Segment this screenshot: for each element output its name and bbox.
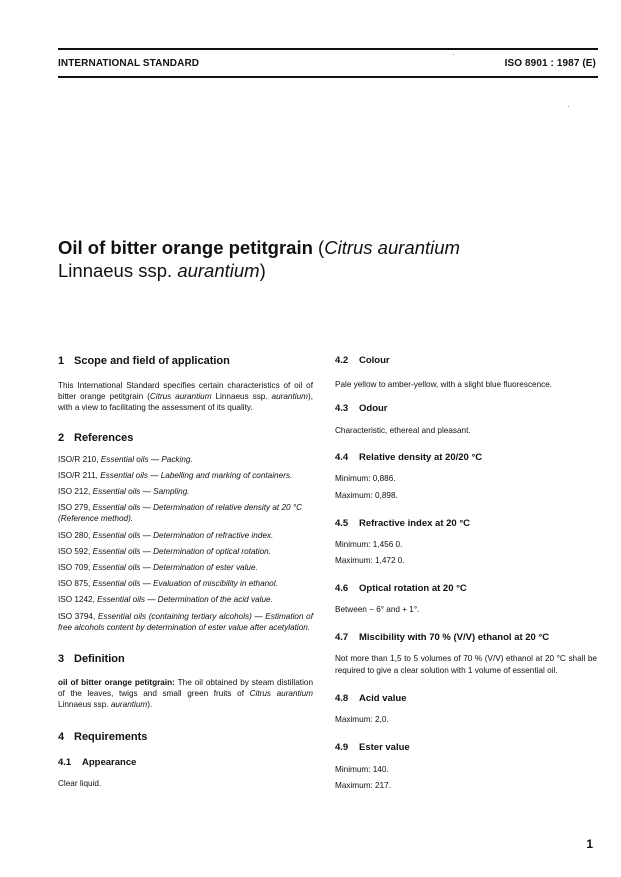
section-3-text: oil of bitter orange petitgrain: The oil obtained by steam distillation of the leaves, twigs and small green fruits of Citrus aurantium Linnaeus ssp. aurantium).	[58, 678, 313, 710]
section-4-8-heading: 4.8 Acid value	[335, 692, 407, 704]
section-4-5-heading: 4.5 Refractive index at 20 °C	[335, 517, 470, 529]
section-4-4-max: Maximum: 0,898.	[335, 490, 398, 500]
scan-speck	[568, 106, 569, 107]
section-4-2-text: Pale yellow to amber-yellow, with a slight blue fluorescence.	[335, 380, 553, 389]
section-1-text: This International Standard specifies certain characteristics of oil of bitter orange petitgrain (Citrus aurantium Linnaeus ssp. aurantium), with a view to facilitating the assessment of its quality.	[58, 381, 313, 413]
section-4-7-text: Not more than 1,5 to 5 volumes of 70 % (V/V) ethanol at 20 °C shall be required to give a clear solution with 1 volume of essential oil.	[335, 654, 597, 675]
section-4-1-text: Clear liquid.	[58, 778, 102, 788]
reference-item: ISO 709, Essential oils — Determination of ester value.	[58, 563, 258, 573]
section-4-3-heading: 4.3 Odour	[335, 403, 388, 415]
scan-speck	[453, 54, 454, 55]
section-4-5-max: Maximum: 1,472 0.	[335, 556, 405, 566]
left-column	[58, 355, 313, 789]
section-3-heading: 3 Definition	[58, 653, 125, 666]
section-4-6-text: Between − 6° and + 1°.	[335, 605, 420, 615]
reference-item: ISO 280, Essential oils — Determination of refractive index.	[58, 530, 274, 540]
section-2-heading: 2 References	[58, 431, 134, 444]
section-4-9-min: Minimum: 140.	[335, 765, 389, 775]
section-4-heading: 4 Requirements	[58, 730, 148, 743]
reference-item: ISO 212, Essential oils — Sampling.	[58, 487, 190, 497]
page-number: 1	[586, 837, 593, 851]
right-column	[335, 355, 597, 791]
section-4-9-heading: 4.9 Ester value	[335, 742, 410, 754]
section-4-8-text: Maximum: 2,0.	[335, 714, 389, 724]
reference-item: ISO/R 210, Essential oils — Packing.	[58, 454, 193, 464]
reference-item: ISO 592, Essential oils — Determination of optical rotation.	[58, 546, 271, 556]
header-right: ISO 8901 : 1987 (E)	[504, 58, 596, 69]
reference-list	[58, 454, 313, 633]
reference-item: ISO 279, Essential oils — Determination of relative density at 20 °C (Reference method).	[58, 503, 303, 524]
header-left: INTERNATIONAL STANDARD	[58, 58, 200, 69]
document-title: Oil of bitter orange petitgrain (Citrus aurantium Linnaeus ssp. aurantium)	[58, 237, 460, 281]
header-rule	[58, 76, 598, 78]
section-4-2-heading: 4.2 Colour	[335, 355, 390, 366]
section-4-5-min: Minimum: 1,456 0.	[335, 539, 403, 549]
section-4-6-heading: 4.6 Optical rotation at 20 °C	[335, 583, 467, 595]
section-4-4-heading: 4.4 Relative density at 20/20 °C	[335, 452, 483, 464]
section-4-7-heading: 4.7 Miscibility with 70 % (V/V) ethanol at 20 °C	[335, 632, 550, 644]
section-1-heading: 1 Scope and field of application	[58, 355, 230, 367]
reference-item: ISO 1242, Essential oils — Determination of the acid value.	[58, 595, 273, 605]
section-4-1-heading: 4.1 Appearance	[58, 756, 137, 768]
section-4-9-max: Maximum: 217.	[335, 781, 391, 791]
section-4-4-min: Minimum: 0,886.	[335, 474, 396, 484]
section-4-3-text: Characteristic, ethereal and pleasant.	[335, 426, 471, 436]
top-rule	[58, 48, 598, 50]
reference-item: ISO 875, Essential oils — Evaluation of miscibility in ethanol.	[58, 579, 278, 589]
reference-item: ISO/R 211, Essential oils — Labelling and marking of containers.	[58, 470, 293, 480]
reference-item: ISO 3794, Essential oils (containing tertiary alcohols) — Estimation of free alcohols content by determination of ester value after acetylation.	[58, 611, 314, 632]
